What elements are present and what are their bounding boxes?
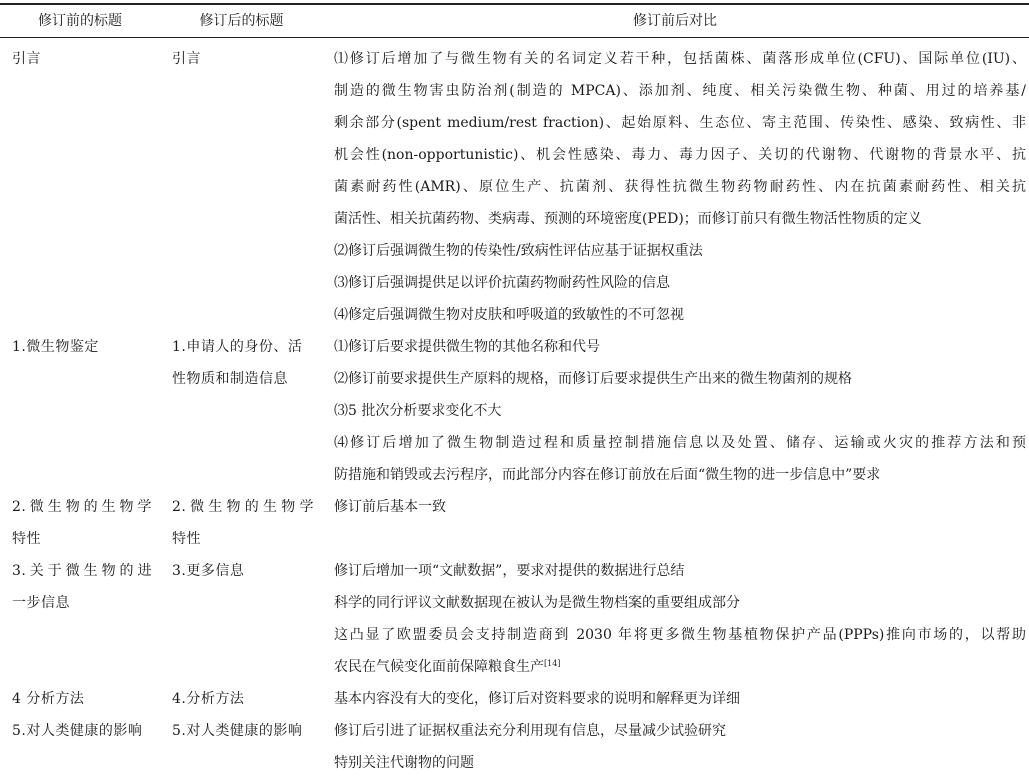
cell-line: 防措施和销毁或去污程序，而此部分内容在修订前放在后面“微生物的进一步信息中”要求: [334, 467, 881, 483]
cell-line: 特性: [172, 531, 201, 547]
cell-line: 修订后增加一项“文献数据”，要求对提供的数据进行总结: [334, 563, 685, 579]
cell-line: ⑴修订后增加了与微生物有关的名词定义若干种，包括菌株、菌落形成单位(CFU)、国际单位(IU)、: [334, 51, 1026, 67]
header-before-title: 修订前的标题: [38, 13, 122, 29]
row-further-before: [12, 555, 152, 619]
cell-line: ⑵修订后强调微生物的传染性/致病性评估应基于证据权重法: [334, 243, 703, 259]
cell-line: 特别关注代谢物的问题: [334, 755, 474, 771]
cell-line: ⑴修订后要求提供微生物的其他名称和代号: [334, 339, 600, 355]
cell-line: 科学的同行评议文献数据现在被认为是微生物档案的重要组成部分: [334, 595, 740, 611]
cell-line: 3.更多信息: [172, 563, 245, 579]
reference-superscript: [14]: [544, 659, 561, 668]
cell-line: 这凸显了欧盟委员会支持制造商到 2030 年将更多微生物基植物保护产品(PPPs)推向市场的，以帮助: [334, 627, 1026, 643]
row-biology-after: [172, 491, 314, 555]
cell-line: 修订后引进了证据权重法充分利用现有信息，尽量减少试验研究: [334, 723, 726, 739]
cell-line: 机会性(non-opportunistic)、机会性感染、毒力、毒力因子、关切的代谢物、代谢物的背景水平、抗: [334, 147, 1026, 163]
header-comparison: 修订前后对比: [633, 13, 717, 29]
cell-line: 1.微生物鉴定: [12, 339, 99, 355]
cell-line: 4 分析方法: [12, 691, 85, 707]
cell-line: 引言: [12, 51, 41, 67]
cell-line: 2.微生物的生物学: [12, 499, 152, 515]
cell-line: 2.微生物的生物学: [172, 499, 314, 515]
cell-line: 4.分析方法: [172, 691, 245, 707]
row-biology-compare: [334, 491, 1026, 523]
row-biology-before: [12, 491, 152, 555]
row-health-after: [172, 715, 314, 747]
cell-line: 一步信息: [12, 595, 70, 611]
row-intro-after: [172, 43, 314, 75]
cell-line: ⑶5 批次分析要求变化不大: [334, 403, 502, 419]
cell-line: [334, 651, 1026, 683]
cell-line-text: 农民在气候变化面前保障粮食生产: [334, 659, 544, 675]
row-intro-compare: [334, 43, 1026, 331]
cell-line: 制造的微生物害虫防治剂(制造的 MPCA)、添加剂、纯度、相关污染微生物、种菌、用过的培养基/: [334, 83, 1026, 99]
row-identity-compare: [334, 331, 1026, 491]
row-health-before: [12, 715, 152, 747]
header-after-title: 修订后的标题: [199, 13, 284, 29]
cell-line: 修订前后基本一致: [334, 499, 446, 515]
header-rule: [0, 37, 1029, 38]
row-methods-after: [172, 683, 314, 715]
cell-line: 特性: [12, 531, 41, 547]
cell-line: 菌活性、相关抗菌药物、类病毒、预测的环境密度(PED)；而修订前只有微生物活性物质的定义: [334, 211, 922, 227]
cell-line: 性物质和制造信息: [172, 371, 288, 387]
row-identity-before: [12, 331, 152, 363]
row-further-compare: [334, 555, 1026, 683]
cell-line: 基本内容没有大的变化，修订后对资料要求的说明和解释更为详细: [334, 691, 740, 707]
cell-line: 菌素耐药性(AMR)、原位生产、抗菌剂、获得性抗微生物药物耐药性、内在抗菌素耐药性、相关抗: [334, 179, 1026, 195]
row-further-after: [172, 555, 314, 587]
cell-line: ⑷修定后强调微生物对皮肤和呼吸道的致敏性的不可忽视: [334, 307, 684, 323]
cell-line: ⑵修订前要求提供生产原料的规格，而修订后要求提供生产出来的微生物菌剂的规格: [334, 371, 852, 387]
cell-line: 剩余部分(spent medium/rest fraction)、起始原料、生态位、寄主范围、传染性、感染、致病性、非: [334, 115, 1026, 131]
cell-line: 3.关于微生物的进: [12, 563, 152, 579]
cell-line: ⑶修订后强调提供足以评价抗菌药物耐药性风险的信息: [334, 275, 670, 291]
row-methods-before: [12, 683, 152, 715]
cell-line: ⑷修订后增加了微生物制造过程和质量控制措施信息以及处置、储存、运输或火灾的推荐方法和预: [334, 435, 1026, 451]
cell-line: 5.对人类健康的影响: [172, 723, 303, 739]
row-methods-compare: [334, 683, 1026, 715]
cell-line: 1.申请人的身份、活: [172, 339, 303, 355]
row-intro-before: [12, 43, 152, 75]
row-health-compare: [334, 715, 1026, 779]
cell-line: 5.对人类健康的影响: [12, 723, 143, 739]
row-identity-after: [172, 331, 314, 395]
cell-line: 引言: [172, 51, 201, 67]
